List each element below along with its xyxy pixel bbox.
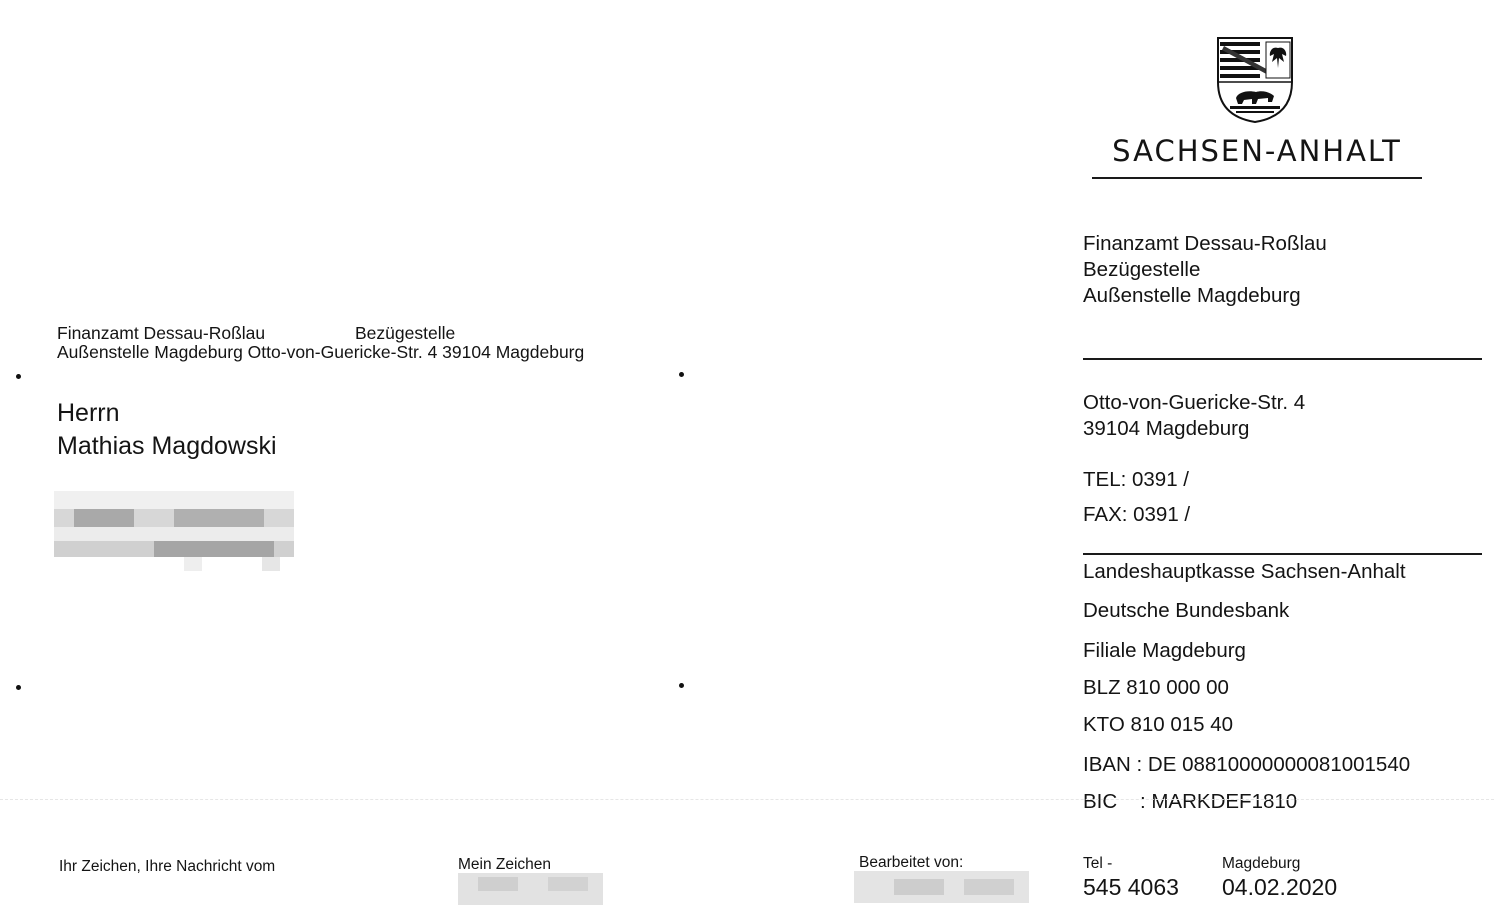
bank-blz: BLZ 810 000 00 — [1083, 676, 1229, 699]
redacted-clerk — [854, 871, 1029, 903]
fold-mark — [16, 685, 21, 690]
bank-name: Landeshauptkasse Sachsen-Anhalt — [1083, 560, 1406, 583]
contact-fax: FAX: 0391 / — [1083, 503, 1191, 526]
fold-line — [0, 799, 1494, 800]
redacted-mein-zeichen — [458, 873, 603, 905]
sender-department: Bezügestelle — [1083, 258, 1201, 281]
mein-zeichen-label: Mein Zeichen — [458, 856, 552, 873]
tel-label: Tel - — [1083, 855, 1113, 872]
bank-bic: BIC : MARKDEF1810 — [1083, 790, 1298, 813]
divider — [1083, 553, 1482, 555]
tel-extension: 545 4063 — [1083, 874, 1179, 900]
sender-branch: Außenstelle Magdeburg — [1083, 284, 1301, 307]
bank-kto: KTO 810 015 40 — [1083, 713, 1234, 736]
bank-iban: IBAN : DE 08810000000081001540 — [1083, 753, 1411, 776]
place-label: Magdeburg — [1222, 855, 1301, 872]
return-address-department: Bezügestelle — [355, 323, 456, 343]
fold-mark — [679, 372, 684, 377]
bank-branch: Filiale Magdeburg — [1083, 639, 1246, 662]
return-address-street: Außenstelle Magdeburg Otto-von-Guericke-Str. 4 39104 Magdeburg — [57, 342, 585, 362]
ihr-zeichen-label: Ihr Zeichen, Ihre Nachricht vom — [59, 858, 276, 875]
fold-mark — [679, 683, 684, 688]
redacted-address — [54, 491, 294, 573]
letter-date: 04.02.2020 — [1222, 874, 1338, 900]
sender-office: Finanzamt Dessau-Roßlau — [1083, 232, 1327, 255]
fold-mark — [16, 374, 21, 379]
recipient-salutation: Herrn — [57, 399, 120, 427]
state-name-wordmark: SACHSEN-ANHALT — [1112, 134, 1402, 168]
contact-street: Otto-von-Guericke-Str. 4 — [1083, 391, 1306, 414]
bank-institution: Deutsche Bundesbank — [1083, 599, 1290, 622]
bearbeitet-label: Bearbeitet von: — [859, 854, 964, 871]
wordmark-underline — [1092, 177, 1422, 179]
recipient-name: Mathias Magdowski — [57, 432, 277, 460]
contact-city: 39104 Magdeburg — [1083, 417, 1250, 440]
return-address-office: Finanzamt Dessau-Roßlau — [57, 323, 266, 343]
divider — [1083, 358, 1482, 360]
coat-of-arms-logo — [1214, 36, 1296, 124]
contact-tel: TEL: 0391 / — [1083, 468, 1189, 491]
